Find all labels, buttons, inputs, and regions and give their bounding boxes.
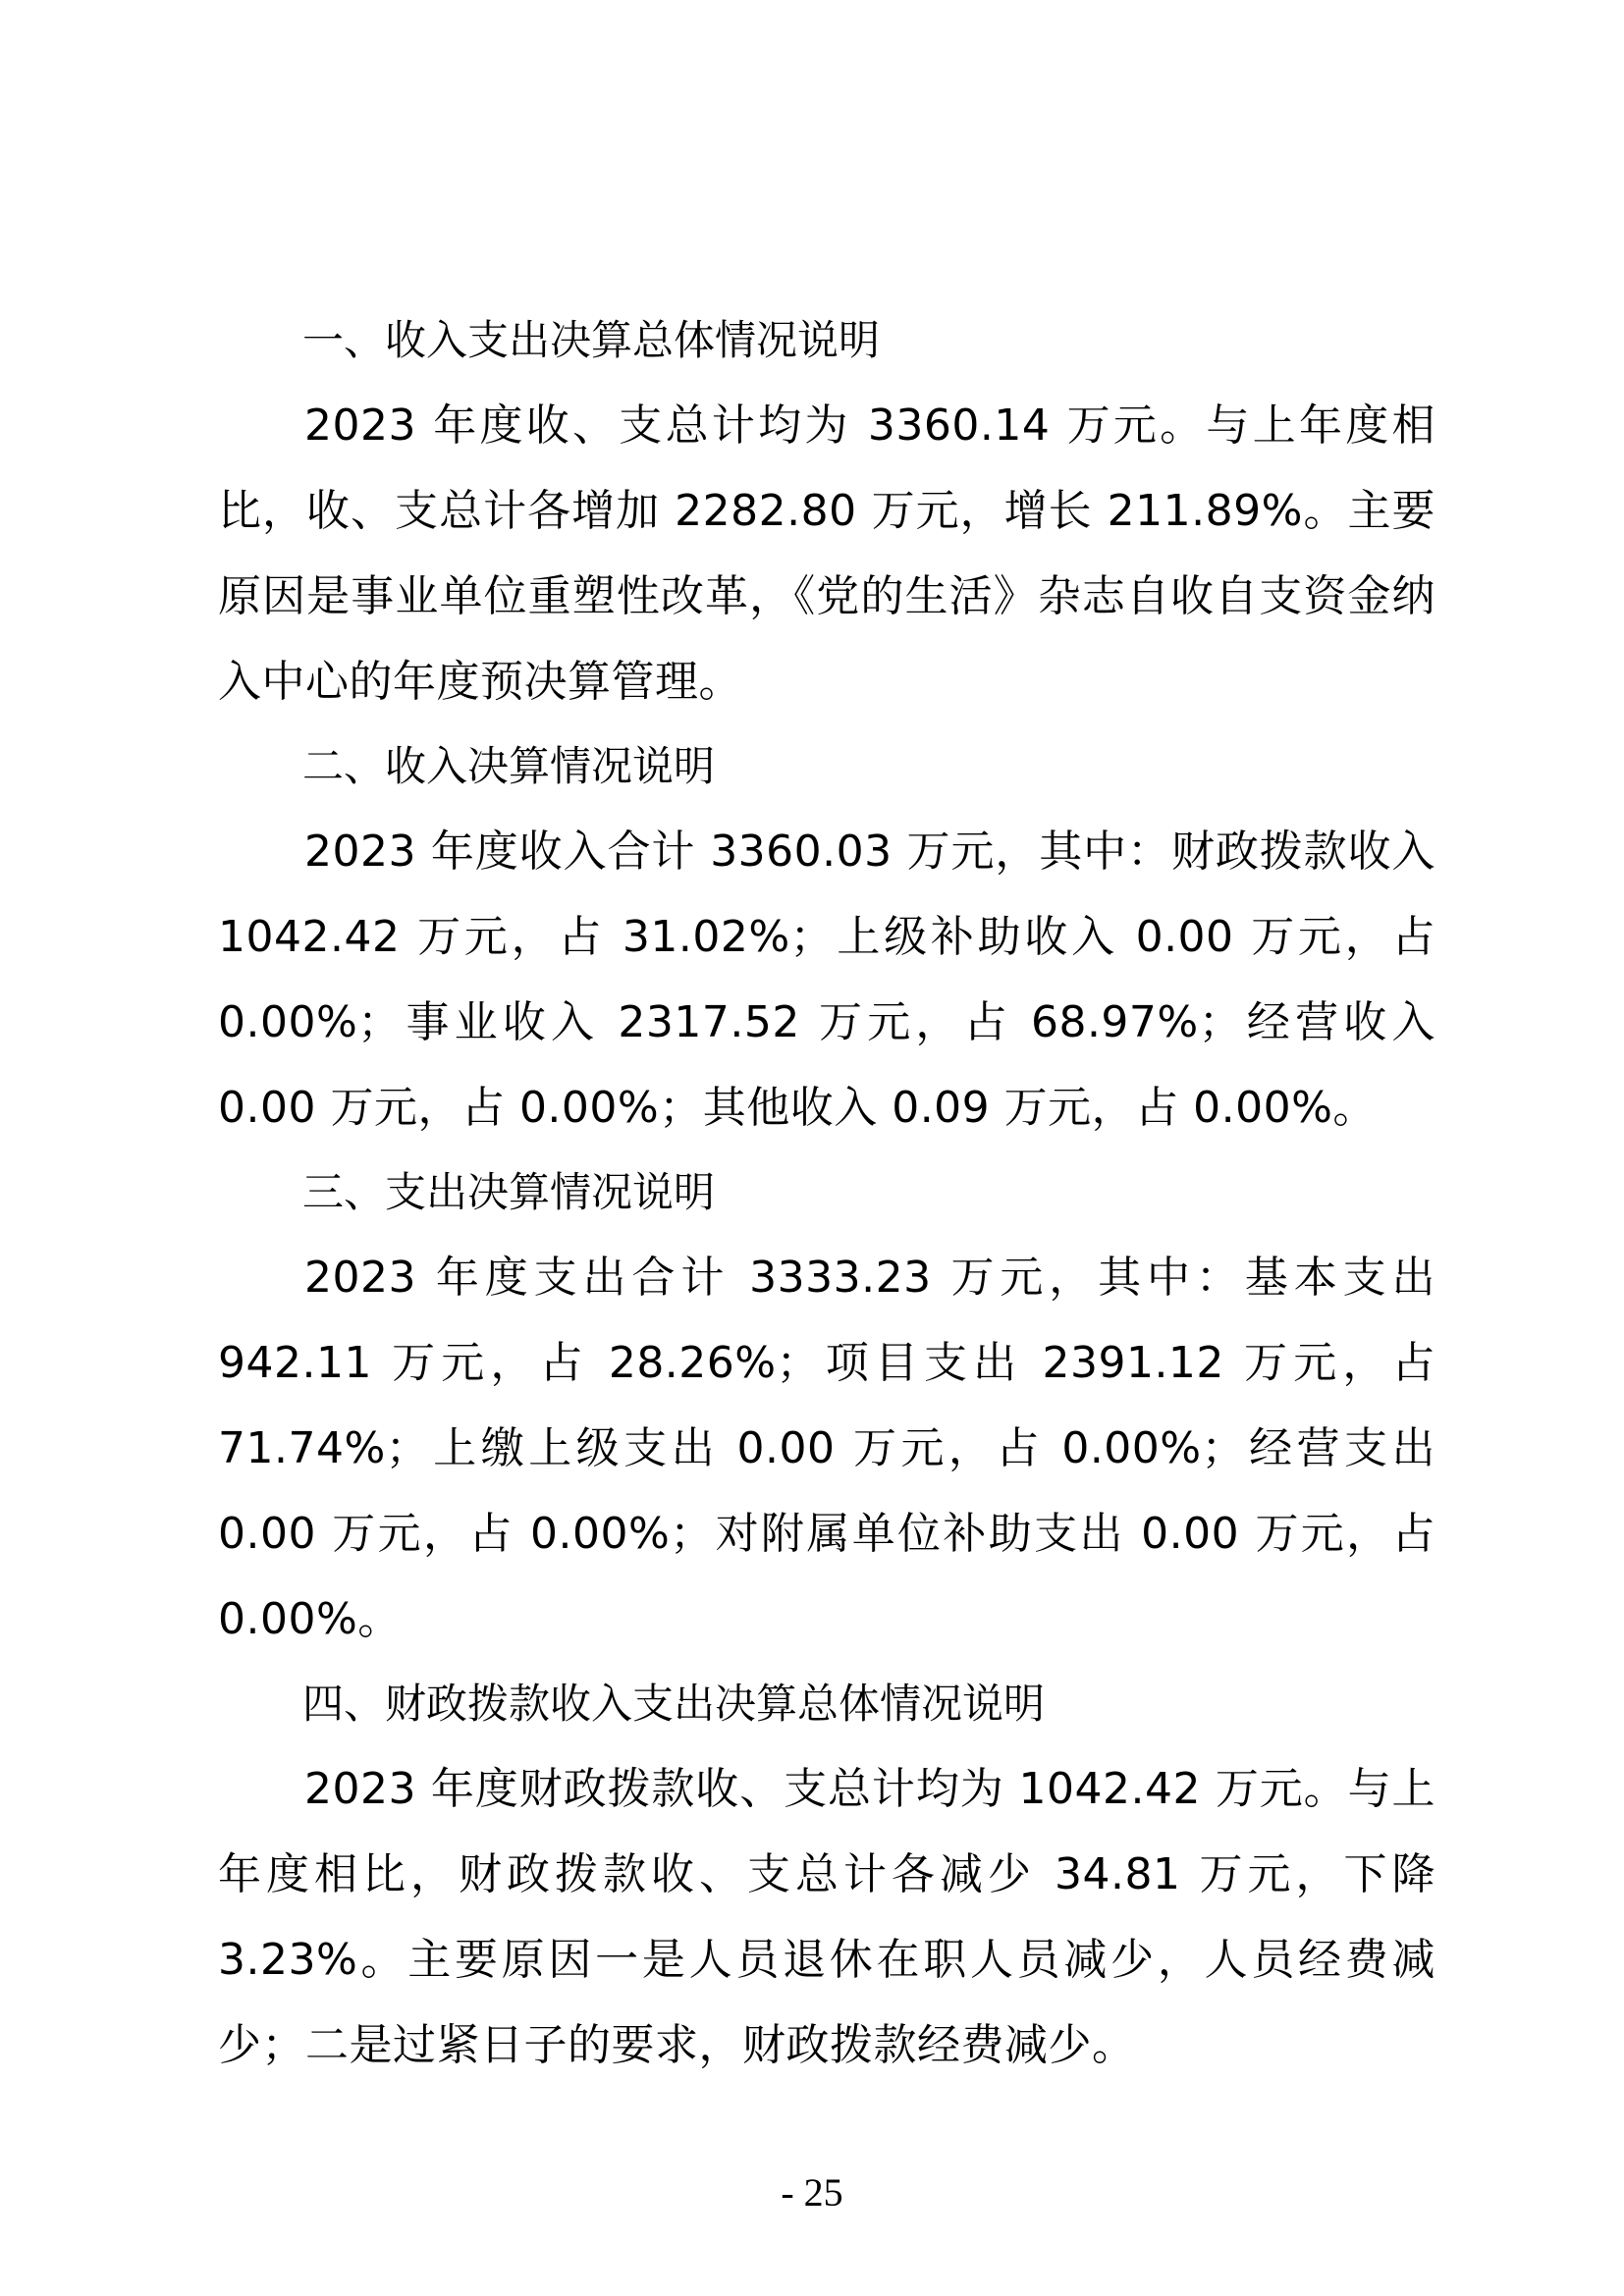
section-paragraph: 2023 年度财政拨款收、支总计均为 1042.42 万元。与上年度相比，财政拨款收、支总计各减少 34.81 万元，下降 3.23%。主要原因一是人员退休在职人员减少，人员经费减少；二是过紧日子的要求，财政拨款经费减少。 (218, 1764, 1435, 2070)
section-heading: 三、支出决算情况说明 (302, 1168, 716, 1216)
section-heading: 四、财政拨款收入支出决算总体情况说明 (302, 1680, 1046, 1728)
section-income (218, 724, 1435, 1150)
section-heading: 二、收入决算情况说明 (302, 742, 716, 790)
section-income-expenditure-overview (218, 298, 1435, 724)
section-heading: 一、收入支出决算总体情况说明 (302, 316, 881, 364)
document-body (218, 298, 1435, 2088)
section-paragraph: 2023 年度收入合计 3360.03 万元，其中：财政拨款收入 1042.42 万元，占 31.02%；上级补助收入 0.00 万元，占 0.00%；事业收入 2317.52 万元，占 68.97%；经营收入 0.00 万元，占 0.00%；其他收入 0.09 万元，占 0.00%。 (218, 827, 1435, 1133)
section-fiscal-appropriation (218, 1662, 1435, 2088)
section-expenditure (218, 1150, 1435, 1662)
page-number: - 25 (781, 2170, 843, 2215)
section-paragraph: 2023 年度收、支总计均为 3360.14 万元。与上年度相比，收、支总计各增加 2282.80 万元，增长 211.89%。主要原因是事业单位重塑性改革，《党的生活》杂志自收自支资金纳入中心的年度预决算管理。 (218, 400, 1435, 707)
section-paragraph: 2023 年度支出合计 3333.23 万元，其中：基本支出 942.11 万元，占 28.26%；项目支出 2391.12 万元，占 71.74%；上缴上级支出 0.00 万元，占 0.00%；经营支出 0.00 万元，占 0.00%；对附属单位补助支出 0.00 万元，占 0.00%。 (218, 1253, 1435, 1644)
